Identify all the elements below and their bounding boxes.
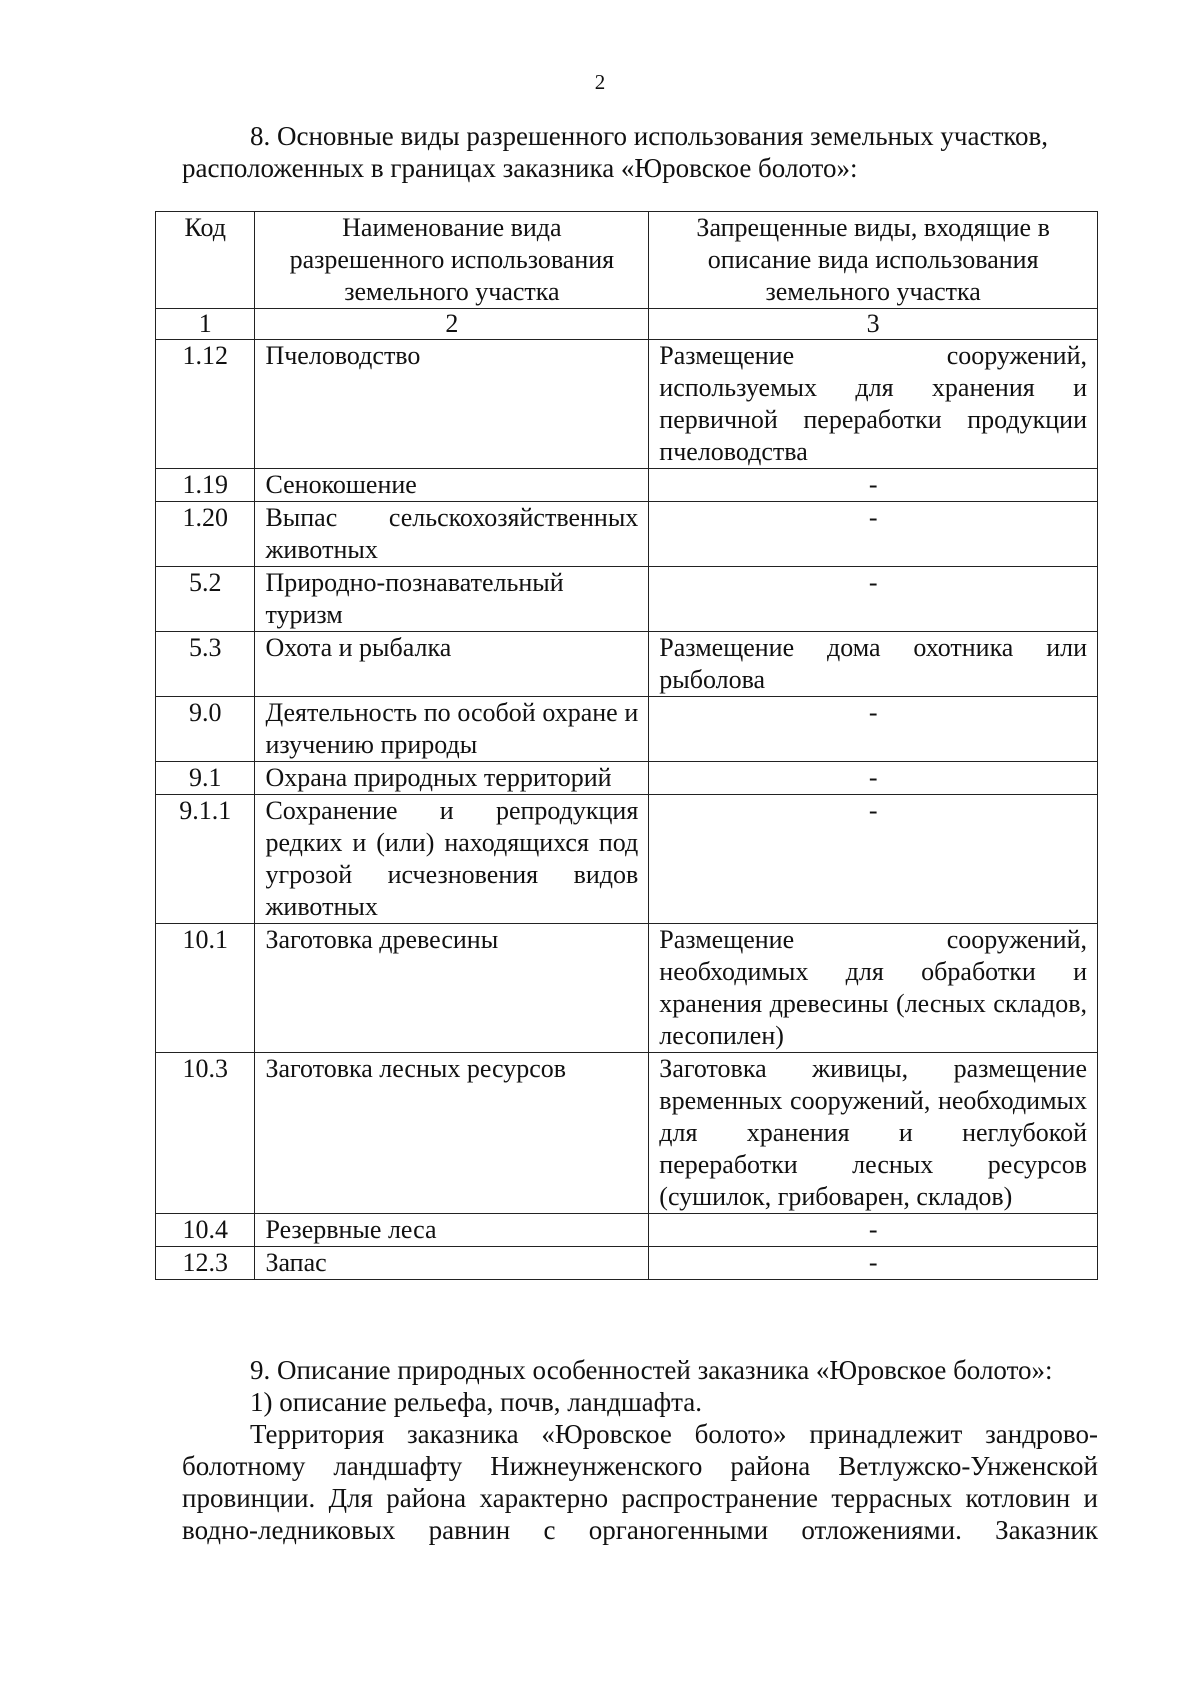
cell-code: 10.3 xyxy=(156,1053,255,1214)
column-number-1: 1 xyxy=(156,309,255,340)
cell-prohibited: Заготовка живицы, размещение временных сооружений, необходимых для хранения и неглубокой переработки лесных ресурсов (сушилок, грибоварен, складов) xyxy=(649,1053,1098,1214)
table-row xyxy=(156,340,1098,469)
cell-name: Заготовка древесины xyxy=(255,924,649,1053)
cell-prohibited: Размещение сооружений, необходимых для обработки и хранения древесины (лесных складов, лесопилен) xyxy=(649,924,1098,1053)
cell-prohibited: - xyxy=(649,795,1098,924)
table-row xyxy=(156,469,1098,502)
cell-code: 5.3 xyxy=(156,632,255,697)
cell-code: 10.1 xyxy=(156,924,255,1053)
cell-name: Сохранение и репродукция редких и (или) находящихся под угрозой исчезновения видов животных xyxy=(255,795,649,924)
cell-code: 1.12 xyxy=(156,340,255,469)
cell-prohibited: - xyxy=(649,697,1098,762)
table-row xyxy=(156,632,1098,697)
column-number-3: 3 xyxy=(649,309,1098,340)
cell-code: 12.3 xyxy=(156,1247,255,1280)
cell-prohibited: - xyxy=(649,762,1098,795)
table-header-row xyxy=(156,212,1098,309)
cell-name: Природно-познавательный туризм xyxy=(255,567,649,632)
table-row xyxy=(156,697,1098,762)
cell-name: Выпас сельскохозяйственных животных xyxy=(255,502,649,567)
cell-name: Охрана природных территорий xyxy=(255,762,649,795)
land-use-table xyxy=(155,211,1098,1280)
cell-name: Охота и рыбалка xyxy=(255,632,649,697)
cell-prohibited: - xyxy=(649,469,1098,502)
table-row xyxy=(156,567,1098,632)
table-row xyxy=(156,502,1098,567)
section-9-paragraph: Территория заказника «Юровское болото» принадлежит зандрово-болотному ландшафту Нижнеунженского района Ветлужско-Унженской провинции. Для района характерно распространение террасных котловин и водно-ледниковых равнин с органогенными отложениями. Заказник xyxy=(182,1419,1098,1545)
cell-name: Запас xyxy=(255,1247,649,1280)
table-row xyxy=(156,1053,1098,1214)
cell-code: 10.4 xyxy=(156,1214,255,1247)
cell-prohibited: - xyxy=(649,567,1098,632)
table-body xyxy=(156,212,1098,1280)
section-9-subheading: 1) описание рельефа, почв, ландшафта. xyxy=(250,1387,702,1417)
section-9 xyxy=(182,1354,1098,1546)
cell-code: 9.0 xyxy=(156,697,255,762)
cell-name: Пчеловодство xyxy=(255,340,649,469)
cell-prohibited: - xyxy=(649,502,1098,567)
cell-prohibited: - xyxy=(649,1214,1098,1247)
section-9-heading: 9. Описание природных особенностей заказника «Юровское болото»: xyxy=(250,1355,1053,1385)
cell-name: Деятельность по особой охране и изучению природы xyxy=(255,697,649,762)
cell-name: Резервные леса xyxy=(255,1214,649,1247)
section-8-heading: 8. Основные виды разрешенного использования земельных участков, расположенных в границах заказника «Юровское болото»: xyxy=(182,121,1048,183)
header-code: Код xyxy=(156,212,255,309)
column-number-2: 2 xyxy=(255,309,649,340)
table-row xyxy=(156,924,1098,1053)
header-name: Наименование вида разрешенного использования земельного участка xyxy=(255,212,649,309)
page-number: 2 xyxy=(594,70,606,94)
cell-prohibited: Размещение дома охотника или рыболова xyxy=(649,632,1098,697)
cell-code: 1.20 xyxy=(156,502,255,567)
cell-code: 1.19 xyxy=(156,469,255,502)
cell-name: Заготовка лесных ресурсов xyxy=(255,1053,649,1214)
header-prohibited: Запрещенные виды, входящие в описание вида использования земельного участка xyxy=(649,212,1098,309)
cell-code: 5.2 xyxy=(156,567,255,632)
table-row xyxy=(156,1247,1098,1280)
column-number-row xyxy=(156,309,1098,340)
table-row xyxy=(156,1214,1098,1247)
cell-prohibited: Размещение сооружений, используемых для хранения и первичной переработки продукции пчеловодства xyxy=(649,340,1098,469)
table-row xyxy=(156,762,1098,795)
cell-code: 9.1 xyxy=(156,762,255,795)
table-row xyxy=(156,795,1098,924)
cell-prohibited: - xyxy=(649,1247,1098,1280)
cell-code: 9.1.1 xyxy=(156,795,255,924)
cell-name: Сенокошение xyxy=(255,469,649,502)
